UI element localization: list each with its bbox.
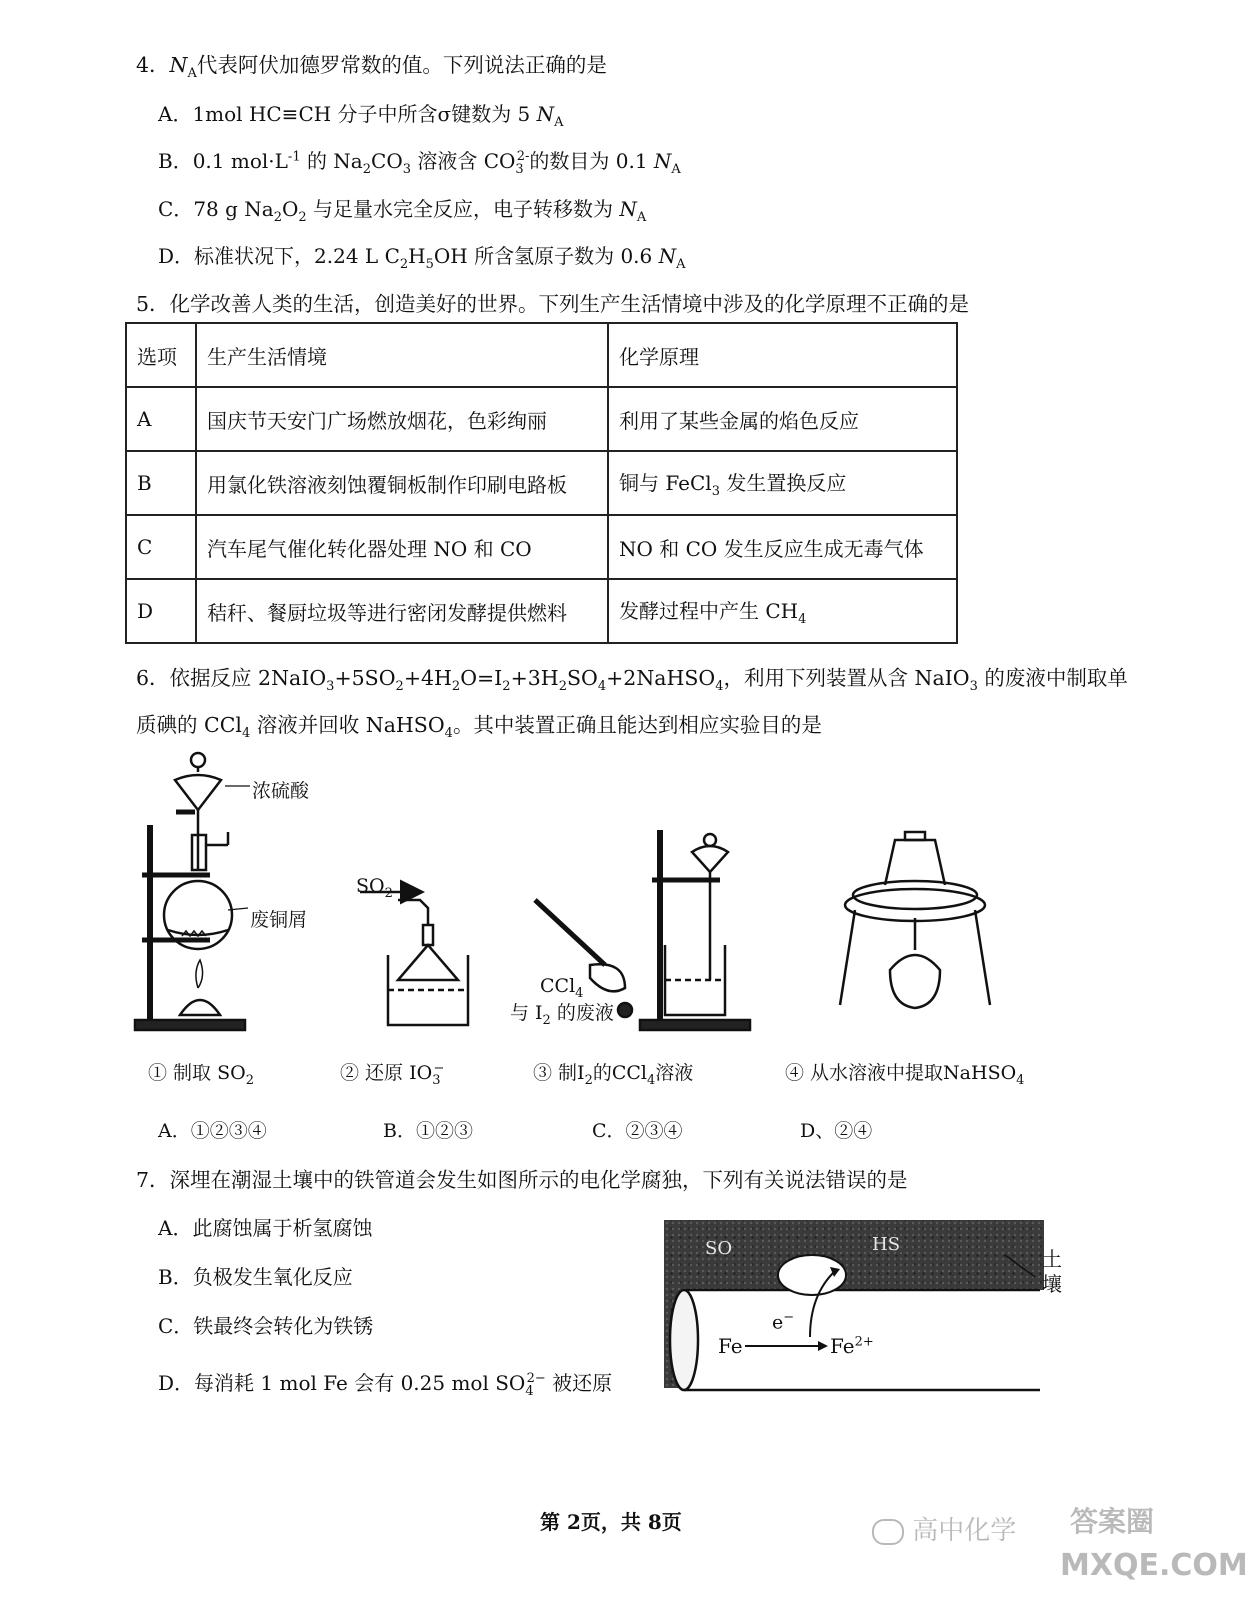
q6-sub: 2 [502, 679, 511, 695]
q4-c-na-sub: A [636, 210, 647, 225]
label-waste-sub: 2 [542, 1012, 551, 1028]
q4-option-a-na: N [536, 102, 555, 126]
q7-d-sup: 2− [526, 1371, 546, 1387]
label-soil-1: 土 [1042, 1247, 1062, 1271]
q6-sub: 3 [969, 679, 978, 695]
q4-option-d-label: D． [158, 244, 195, 268]
q4-b-t3: CO [371, 149, 403, 173]
q6-text: 溶液并回收 NaHSO [250, 713, 445, 737]
caption-sub: 4 [647, 1072, 656, 1088]
table-cell-principle [608, 451, 957, 515]
q6-stem-line1 [136, 661, 1128, 694]
circle-number: ② [340, 1062, 360, 1084]
caption-text: 制取 SO [167, 1062, 246, 1084]
q4-option-a-text: 1mol HC≡CH 分子中所含σ键数为 5 [192, 102, 537, 126]
q4-b-t1: 0.1 mol·L [192, 149, 288, 173]
q4-option-a-label: A． [158, 102, 193, 126]
circle-number: ③ [533, 1062, 553, 1084]
caption-sub: 2 [584, 1072, 593, 1088]
q6-text: O=I [460, 666, 503, 690]
q7-d-text: D．每消耗 1 mol Fe 会有 0.25 mol SO [158, 1371, 526, 1395]
caption-text: 还原 IO [359, 1062, 433, 1084]
q4-option-b-label: B． [158, 149, 193, 173]
q4-b-na: N [653, 149, 672, 173]
site-logo: 答案圈 [1070, 1505, 1155, 1538]
caption-text: 制I [552, 1062, 585, 1084]
q5-stem: 5．化学改善人类的生活，创造美好的世界。下列生产生活情境中涉及的化学原理不正确的是 [136, 292, 970, 316]
label-so2-sub: 2 [384, 885, 393, 901]
q4-c-sub1: 2 [273, 210, 282, 225]
q6-sub: 3 [326, 679, 335, 695]
q6-text: 。其中装置正确且能达到相应实验目的是 [452, 713, 822, 737]
q6-sub: 4 [241, 726, 251, 742]
caption-sub: 2 [245, 1072, 254, 1088]
caption-sub: 4 [1016, 1072, 1025, 1088]
caption-sup: − [433, 1060, 445, 1076]
q4-c-sub2: 2 [298, 210, 307, 225]
table-row [126, 515, 957, 579]
q6-stem-line2 [136, 708, 822, 741]
table-cell-option: D [126, 579, 196, 643]
q4-b-sup3: 2- [516, 149, 530, 165]
table-cell-option: B [126, 451, 196, 515]
table-row [126, 387, 957, 451]
table-cell-scene: 汽车尾气催化转化器处理 NO 和 CO [196, 515, 608, 579]
q4-b-sub3: 3 [515, 162, 524, 177]
q6-text: 6．依据反应 2NaIO [136, 666, 327, 690]
caption-text: 从水溶液中提取NaHSO [804, 1062, 1017, 1084]
q4-d-na: N [658, 244, 677, 268]
q7-d-sub: 4 [525, 1384, 534, 1399]
table-header-cell: 生产生活情境 [196, 323, 608, 387]
q6-answer-b: B．①②③ [383, 1120, 473, 1142]
caption-text: 的CCl [592, 1062, 647, 1084]
electron-text: e [772, 1311, 784, 1334]
q4-option-c [158, 193, 646, 225]
caption-text: 溶液 [655, 1062, 694, 1084]
q7-option-d [158, 1367, 612, 1399]
q7-option-b: B．负极发生氧化反应 [158, 1265, 353, 1289]
table-cell-option: A [126, 387, 196, 451]
q4-c-na: N [619, 197, 637, 221]
q4-d-sub1: 2 [399, 257, 409, 272]
q4-b-t5: 的数目为 0.1 [529, 149, 654, 173]
table-row [126, 451, 957, 515]
q4-b-t4: 溶液含 CO [411, 149, 516, 173]
table-header-cell: 化学原理 [608, 323, 957, 387]
principle-text: 发酵过程中产生 CH [619, 599, 799, 623]
q4-b-t2: 的 Na [300, 149, 363, 173]
q6-sub: 2 [395, 679, 404, 695]
q6-sub: 2 [451, 679, 461, 695]
q4-c-t2: O [281, 197, 299, 221]
q4-c-t3: 与足量水完全反应，电子转移数为 [306, 197, 620, 221]
q4-option-b [158, 145, 681, 177]
electron-sup: − [783, 1310, 795, 1325]
q6-sub: 2 [558, 679, 567, 695]
q4-na-sub: A [187, 66, 197, 82]
q7-option-c: C．铁最终会转化为铁锈 [158, 1314, 374, 1338]
table-cell-scene: 用氯化铁溶液刻蚀覆铜板制作印刷电路板 [196, 451, 608, 515]
table-cell-principle: 利用了某些金属的焰色反应 [608, 387, 957, 451]
q4-number: 4． [136, 53, 170, 77]
q7-option-a: A．此腐蚀属于析氢腐蚀 [158, 1216, 373, 1240]
q4-option-a [158, 98, 564, 130]
q6-text: 质碘的 CCl [136, 713, 242, 737]
q4-d-t2: H [408, 244, 426, 268]
q4-c-t1: 78 g Na [193, 197, 274, 221]
label-waste-liquid [510, 998, 614, 1028]
circle-number: ④ [785, 1062, 805, 1084]
fe2-sup: 2+ [854, 1334, 874, 1350]
q4-d-t3: OH 所含氢原子数为 0.6 [433, 244, 659, 268]
q6-sub: 4 [444, 726, 453, 742]
q6-text: 的废液中制取单 [977, 666, 1128, 690]
q6-text: ，利用下列装置从含 NaIO [723, 666, 970, 690]
q4-b-sub1: 2 [362, 162, 372, 177]
q7-d-text: 被还原 [545, 1371, 613, 1395]
q5-table [125, 322, 958, 644]
table-cell-principle [608, 579, 957, 643]
principle-sub: 3 [711, 484, 720, 499]
apparatus-caption-2 [340, 1058, 444, 1088]
q6-text: +4H [403, 666, 452, 690]
label-electron [772, 1310, 794, 1333]
table-header-row [126, 323, 957, 387]
label-hs: HS [872, 1234, 901, 1255]
circle-number: ① [148, 1062, 168, 1084]
label-waste-text: 的废液 [550, 1002, 614, 1024]
q6-text: SO [566, 666, 598, 690]
q6-answer-d: D、②④ [800, 1120, 873, 1142]
table-row [126, 579, 957, 643]
label-waste-text: 与 I [510, 1002, 543, 1024]
label-soil-2: 壤 [1042, 1272, 1062, 1296]
label-ccl4-sub: 4 [575, 985, 584, 1001]
q4-d-na-sub: A [676, 257, 686, 272]
table-cell-option: C [126, 515, 196, 579]
q4-d-sub2: 5 [425, 257, 434, 272]
principle-text: 铜与 FeCl [619, 471, 712, 495]
principle-text: 发生置换反应 [719, 471, 847, 495]
label-conc-sulfuric-acid: 浓硫酸 [252, 780, 310, 802]
q4-stem-text: 代表阿伏加德罗常数的值。下列说法正确的是 [196, 53, 607, 77]
table-header-cell: 选项 [126, 323, 196, 387]
label-sulfate: SO [705, 1238, 733, 1259]
q4-d-t1: 标准状况下，2.24 L C [194, 244, 400, 268]
wechat-name: 高中化学 [912, 1516, 1017, 1546]
q4-option-c-label: C． [158, 197, 194, 221]
page-footer: 第 2页，共 8页 [540, 1510, 682, 1534]
q6-sub: 4 [597, 679, 607, 695]
apparatus-caption-4 [785, 1058, 1024, 1088]
q4-option-d [158, 240, 686, 272]
label-so2-text: SO [356, 875, 385, 897]
q6-sub: 4 [715, 679, 724, 695]
apparatus-caption-1 [148, 1058, 254, 1088]
q6-answer-a: A．①②③④ [158, 1120, 267, 1142]
q4-b-sup1: -1 [287, 149, 301, 165]
label-so2-inlet [356, 875, 393, 901]
q4-option-a-na-sub: A [554, 115, 564, 130]
q4-stem [136, 48, 607, 81]
site-url: MXQE.COM [1060, 1548, 1248, 1583]
q6-text: +3H [510, 666, 559, 690]
fe2-text: Fe [830, 1334, 855, 1358]
q6-text: +5SO [334, 666, 396, 690]
q6-answer-c: C．②③④ [592, 1120, 683, 1142]
label-fe2plus [830, 1334, 874, 1358]
principle-sub: 4 [798, 612, 807, 627]
label-waste-copper: 废铜屑 [250, 909, 308, 931]
table-cell-scene: 国庆节天安门广场燃放烟花，色彩绚丽 [196, 387, 608, 451]
apparatus-caption-3 [533, 1058, 693, 1088]
caption-sub: 3 [432, 1072, 441, 1088]
wechat-watermark [872, 1510, 1016, 1547]
label-ccl4 [540, 975, 583, 1001]
table-cell-principle: NO 和 CO 发生反应生成无毒气体 [608, 515, 957, 579]
table-cell-scene: 秸秆、餐厨垃圾等进行密闭发酵提供燃料 [196, 579, 608, 643]
wechat-icon [872, 1519, 904, 1545]
label-ccl4-text: CCl [540, 975, 576, 997]
q4-b-na-sub: A [671, 162, 681, 177]
q7-stem: 7．深埋在潮湿土壤中的铁管道会发生如图所示的电化学腐独，下列有关说法错误的是 [136, 1168, 908, 1192]
q4-na: N [169, 53, 188, 77]
q6-text: +2NaHSO [606, 666, 716, 690]
q4-b-sub2: 3 [402, 162, 411, 177]
label-fe: Fe [718, 1334, 743, 1358]
